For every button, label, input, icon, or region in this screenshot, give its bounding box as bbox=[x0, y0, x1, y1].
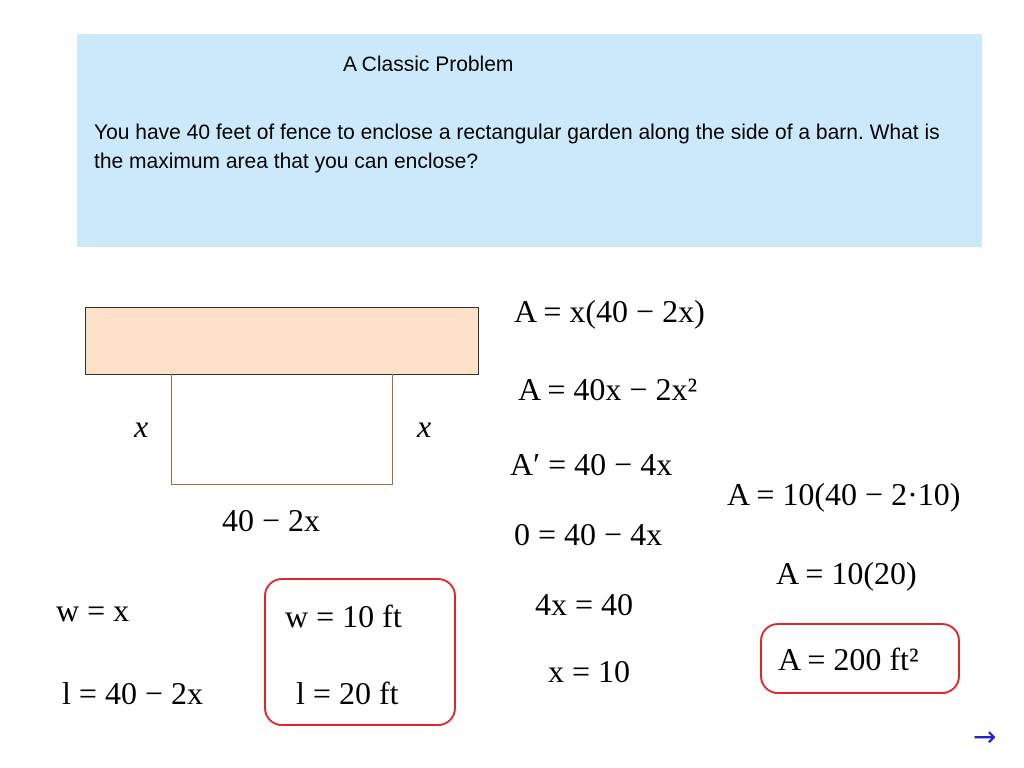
bottom-side-label: 40 − 2x bbox=[222, 502, 321, 538]
right-side-label: x bbox=[417, 408, 432, 444]
problem-text: You have 40 feet of fence to enclose a rectangular garden along the side of a barn. What is the maximum area that you can enclose? bbox=[94, 121, 940, 173]
equation-derivative: A′ = 40 − 4x bbox=[510, 446, 673, 482]
slide-title: A Classic Problem bbox=[343, 53, 514, 76]
equation-set-zero: 0 = 40 − 4x bbox=[514, 516, 663, 552]
equation-area-product: A = x(40 − 2x) bbox=[514, 293, 705, 329]
equation-area-simplify: A = 10(20) bbox=[776, 555, 917, 591]
length-definition: l = 40 − 2x bbox=[62, 675, 203, 711]
width-definition: w = x bbox=[56, 592, 130, 628]
barn-rectangle bbox=[85, 307, 479, 375]
problem-panel bbox=[77, 34, 982, 247]
next-slide-arrow-icon[interactable]: → bbox=[973, 720, 997, 753]
width-answer: w = 10 ft bbox=[285, 598, 402, 634]
equation-area-expanded: A = 40x − 2x² bbox=[518, 371, 698, 407]
length-answer: l = 20 ft bbox=[296, 675, 399, 711]
equation-solve-step: 4x = 40 bbox=[535, 586, 634, 622]
equation-area-substitute: A = 10(40 − 2·10) bbox=[727, 476, 961, 512]
left-side-label: x bbox=[134, 408, 149, 444]
equation-x-value: x = 10 bbox=[548, 653, 631, 689]
garden-rectangle bbox=[171, 374, 393, 485]
equation-max-area: A = 200 ft² bbox=[778, 641, 919, 677]
